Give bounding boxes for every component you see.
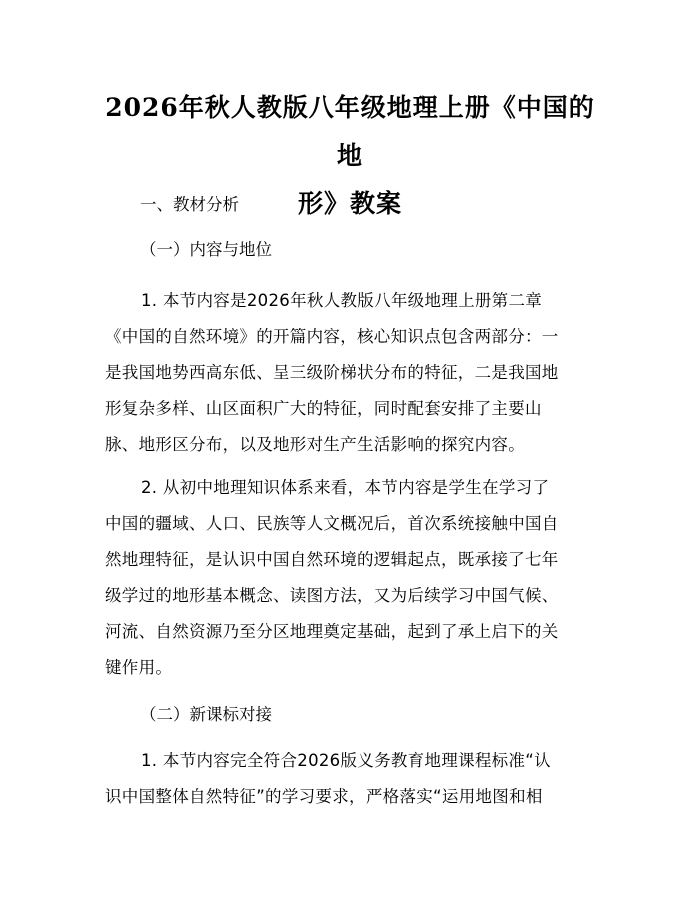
paragraph-1 [105, 283, 597, 463]
paragraph-1-line: 1. 本节内容是2026年秋人教版八年级地理上册第二章 [141, 291, 543, 310]
paragraph-2-line: 2. 从初中地理知识体系来看，本节内容是学生在学习了 [141, 478, 550, 497]
paragraph-3 [105, 743, 597, 815]
title-line-1: 2026年秋人教版八年级地理上册《中国的地 [105, 93, 595, 170]
paragraph-2-line: 中国的疆域、人口、民族等人文概况后，首次系统接触中国自 [105, 514, 559, 533]
paragraph-2-line: 然地理特征，是认识中国自然环境的逻辑起点，既承接了七年 [105, 550, 559, 569]
paragraph-1-line: 形复杂多样、山区面积广大的特征，同时配套安排了主要山 [105, 399, 542, 418]
subheading-new-curriculum: （二）新课标对接 [140, 705, 272, 724]
section-heading-textbook-analysis: 一、教材分析 [140, 195, 239, 214]
paragraph-1-line: 《中国的自然环境》的开篇内容，核心知识点包含两部分：一 [105, 327, 559, 346]
paragraph-1-line: 脉、地形区分布，以及地形对生产生活影响的探究内容。 [105, 435, 525, 454]
paragraph-2 [105, 470, 597, 686]
paragraph-3-line: 1. 本节内容完全符合2026版义务教育地理课程标准“认 [141, 751, 551, 770]
subheading-content-and-position: （一）内容与地位 [140, 240, 272, 259]
title-line-2: 形》教案 [297, 189, 402, 218]
paragraph-3-line: 识中国整体自然特征”的学习要求，严格落实“运用地图和相 [105, 787, 543, 806]
paragraph-2-line: 河流、自然资源乃至分区地理奠定基础，起到了承上启下的关 [105, 622, 559, 641]
paragraph-2-line: 级学过的地形基本概念、读图方法，又为后续学习中国气候、 [105, 586, 559, 605]
paragraph-1-line: 是我国地势西高东低、呈三级阶梯状分布的特征，二是我国地 [105, 363, 559, 382]
paragraph-2-line: 键作用。 [105, 658, 173, 677]
